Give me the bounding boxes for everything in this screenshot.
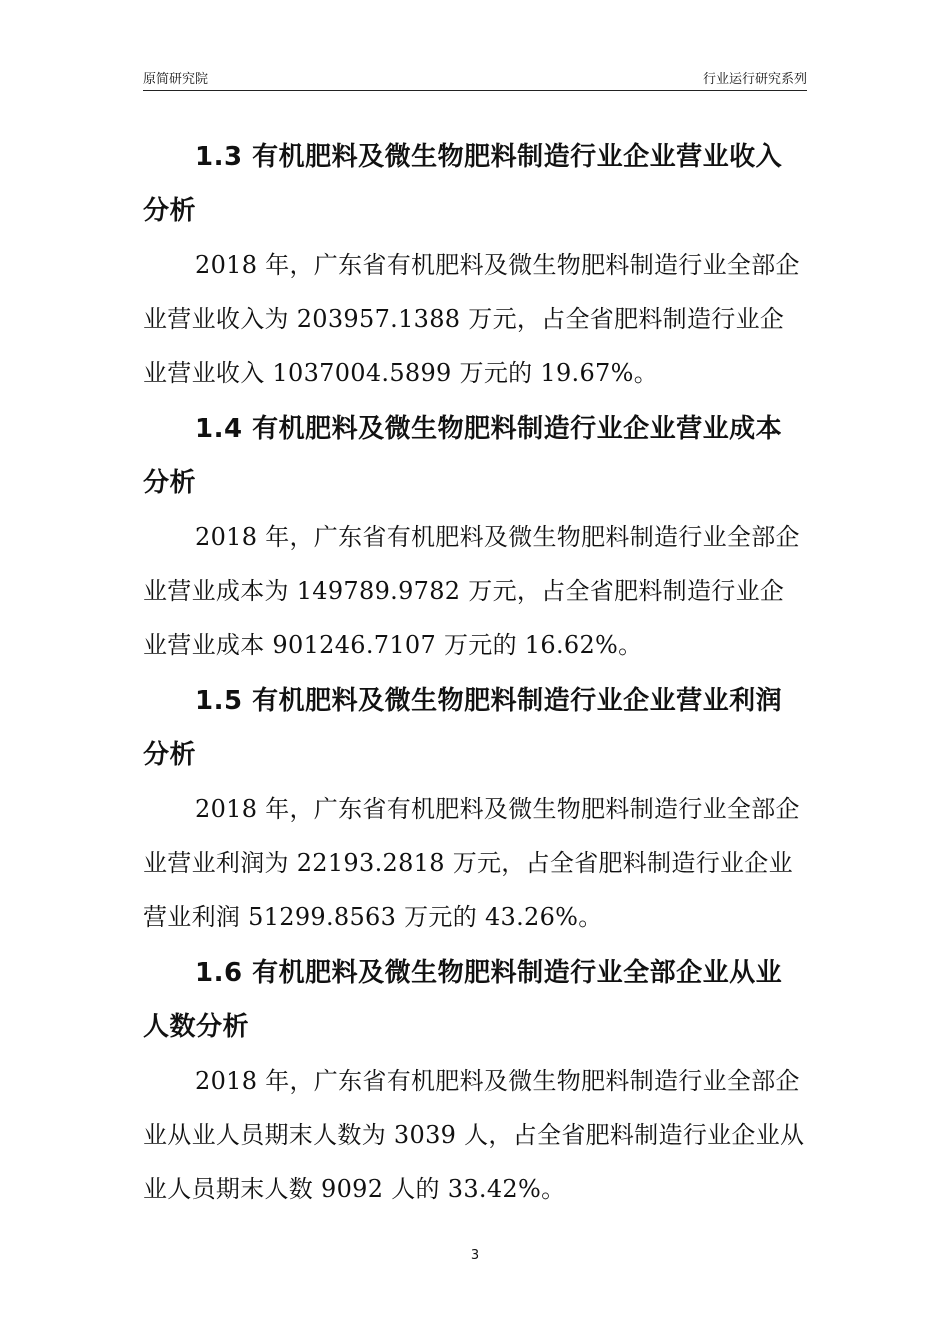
section-1-4 <box>143 402 807 672</box>
section-heading: 1.6 有机肥料及微生物肥料制造行业全部企业从业人数分析 <box>143 958 783 1042</box>
section-heading: 1.4 有机肥料及微生物肥料制造行业企业营业成本分析 <box>143 414 783 498</box>
section-1-3 <box>143 130 807 400</box>
page-number: 3 <box>470 1248 480 1263</box>
header-organization: 原简研究院 <box>143 72 209 87</box>
header-series-title: 行业运行研究系列 <box>702 72 807 87</box>
section-paragraph: 2018 年，广东省有机肥料及微生物肥料制造行业全部企业营业利润为 22193.2818 万元，占全省肥料制造行业企业营业利润 51299.8563 万元的 43.26%。 <box>143 795 800 931</box>
section-paragraph: 2018 年，广东省有机肥料及微生物肥料制造行业全部企业从业人员期末人数为 3039 人，占全省肥料制造行业企业从业人员期末人数 9092 人的 33.42%。 <box>143 1067 805 1203</box>
section-paragraph: 2018 年，广东省有机肥料及微生物肥料制造行业全部企业营业成本为 149789.9782 万元，占全省肥料制造行业企业营业成本 901246.7107 万元的 16.62%。 <box>143 523 800 659</box>
document-body <box>143 130 807 1218</box>
section-1-5 <box>143 674 807 944</box>
section-paragraph: 2018 年，广东省有机肥料及微生物肥料制造行业全部企业营业收入为 203957.1388 万元，占全省肥料制造行业企业营业收入 1037004.5899 万元的 19.67%。 <box>143 251 800 387</box>
section-heading: 1.3 有机肥料及微生物肥料制造行业企业营业收入分析 <box>143 142 783 226</box>
page-header <box>143 68 807 91</box>
section-1-6 <box>143 946 807 1216</box>
section-heading: 1.5 有机肥料及微生物肥料制造行业企业营业利润分析 <box>143 686 783 770</box>
